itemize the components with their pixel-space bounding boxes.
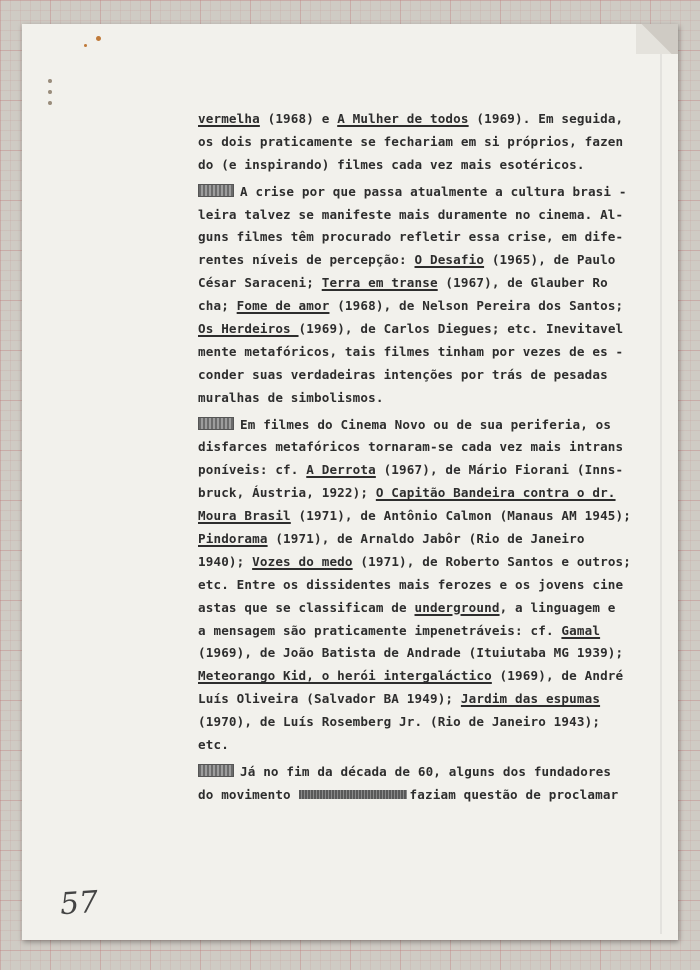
text-line — [198, 665, 664, 688]
text-segment: (1971), de Roberto Santos e outros; — [352, 553, 632, 569]
text-line — [198, 459, 664, 482]
text-line — [198, 181, 664, 204]
text-segment: (1967), de Glauber Ro — [437, 275, 608, 291]
text-segment: etc. Entre os dissidentes mais ferozes e os jovens cine — [198, 576, 624, 592]
text-line — [198, 131, 664, 154]
text-line — [198, 436, 664, 459]
struck-out-word — [299, 790, 407, 799]
text-line — [198, 226, 664, 249]
underlined-film-title: Gamal — [561, 622, 601, 638]
handwritten-page-number: 57 — [58, 884, 100, 923]
text-line — [198, 711, 664, 734]
staple-hole — [48, 79, 52, 83]
text-line — [198, 574, 664, 597]
text-line — [198, 318, 664, 341]
underlined-film-title: A Mulher de todos — [337, 111, 469, 126]
text-segment: (1967), de Mário Fiorani (Inns- — [375, 462, 624, 478]
underlined-film-title: Moura Brasil — [198, 508, 291, 524]
underlined-film-title: underground — [414, 599, 500, 615]
text-line — [198, 341, 664, 364]
staple-hole — [48, 90, 52, 94]
text-line — [198, 551, 664, 574]
text-segment: (1969), de Carlos Diegues; etc. Inevitavel — [298, 321, 624, 337]
text-line — [198, 249, 664, 272]
text-segment: (1971), de Antônio Calmon (Manaus AM 1945); — [290, 508, 632, 524]
underlined-film-title: Fome de amor — [236, 298, 330, 314]
text-segment: (1965), de Paulo — [484, 252, 616, 268]
text-segment: César Saraceni; — [198, 275, 322, 291]
underlined-film-title: Jardim das espumas — [460, 691, 601, 707]
text-line — [198, 272, 664, 295]
text-segment: Luís Oliveira (Salvador BA 1949); — [198, 691, 461, 707]
text-line — [198, 528, 664, 551]
text-line — [198, 505, 664, 528]
text-line — [198, 688, 664, 711]
text-line — [198, 761, 664, 784]
rust-stain — [84, 44, 87, 47]
text-segment: guns filmes têm procurado refletir essa crise, em dife- — [198, 229, 624, 245]
text-segment: rentes níveis de percepção: — [198, 252, 415, 268]
underlined-film-title: Meteorango Kid, o herói intergaláctico — [198, 668, 492, 684]
underlined-film-title: A Derrota — [306, 462, 376, 478]
underlined-film-title: O Desafio — [414, 252, 485, 268]
underlined-film-title: Terra em transe — [321, 275, 438, 291]
text-segment: do (e inspirando) filmes cada vez mais esotéricos. — [198, 156, 585, 172]
underlined-film-title: vermelha — [198, 111, 260, 126]
text-line — [198, 482, 664, 505]
text-segment: a mensagem são praticamente impenetráveis: cf. — [198, 622, 562, 638]
erased-indent-mark — [198, 417, 234, 430]
text-segment: (1969), de André — [491, 668, 624, 684]
text-segment: etc. — [198, 737, 229, 753]
text-segment: (1970), de Luís Rosemberg Jr. (Rio de Janeiro 1943); — [198, 714, 601, 730]
text-segment: muralhas de simbolismos. — [198, 389, 384, 405]
text-segment: (1969), de João Batista de Andrade (Ituiutaba MG 1939); — [198, 645, 624, 661]
page-corner-fold — [636, 24, 678, 54]
text-segment: (1968), de Nelson Pereira dos Santos; — [329, 298, 624, 314]
text-segment: (1969). Em seguida, — [468, 111, 624, 126]
text-segment: do movimento — [198, 786, 299, 802]
text-segment: astas que se classificam de — [198, 599, 415, 615]
text-segment: poníveis: cf. — [198, 462, 307, 478]
underlined-film-title: O Capitão Bandeira contra o dr. — [375, 485, 616, 501]
staple-hole — [48, 101, 52, 105]
text-line — [198, 642, 664, 665]
text-line — [198, 734, 664, 757]
underlined-film-title: Vozes do medo — [252, 553, 353, 569]
text-line — [198, 108, 664, 131]
text-line — [198, 620, 664, 643]
text-line — [198, 154, 664, 177]
erased-indent-mark — [198, 764, 234, 777]
text-segment: Em filmes do Cinema Novo ou de sua periferia, os — [240, 416, 612, 432]
text-segment: faziam questão de proclamar — [409, 786, 619, 802]
text-line — [198, 414, 664, 437]
underlined-film-title: Pindorama — [198, 531, 268, 547]
text-segment: Já no fim da década de 60, alguns dos fundadores — [240, 763, 612, 779]
text-segment: cha; — [198, 298, 237, 314]
rust-stain — [96, 36, 101, 41]
text-segment: os dois praticamente se fechariam em si próprios, fazen — [198, 133, 624, 149]
text-line — [198, 784, 664, 807]
text-line — [198, 597, 664, 620]
underlined-film-title: Os Herdeiros — [198, 321, 299, 337]
text-segment: conder suas verdadeiras intenções por trás de pesadas — [198, 366, 608, 382]
text-segment: A crise por que passa atualmente a cultura brasi - — [240, 183, 627, 199]
text-line — [198, 364, 664, 387]
erased-indent-mark — [198, 184, 234, 197]
text-segment: 1940); — [198, 553, 253, 569]
text-segment: bruck, Áustria, 1922); — [198, 485, 376, 501]
text-segment: (1968) e — [259, 111, 338, 126]
typed-body-text — [198, 108, 664, 807]
text-line — [198, 295, 664, 318]
text-line — [198, 204, 664, 227]
text-line — [198, 387, 664, 410]
text-segment: (1971), de Arnaldo Jabôr (Rio de Janeiro — [267, 531, 585, 547]
text-segment: leira talvez se manifeste mais duramente no cinema. Al- — [198, 206, 624, 222]
text-segment: , a linguagem e — [499, 599, 616, 615]
text-segment: mente metafóricos, tais filmes tinham por vezes de es - — [198, 343, 624, 359]
text-segment: disfarces metafóricos tornaram-se cada vez mais intrans — [198, 439, 624, 455]
typewritten-page — [22, 24, 678, 940]
